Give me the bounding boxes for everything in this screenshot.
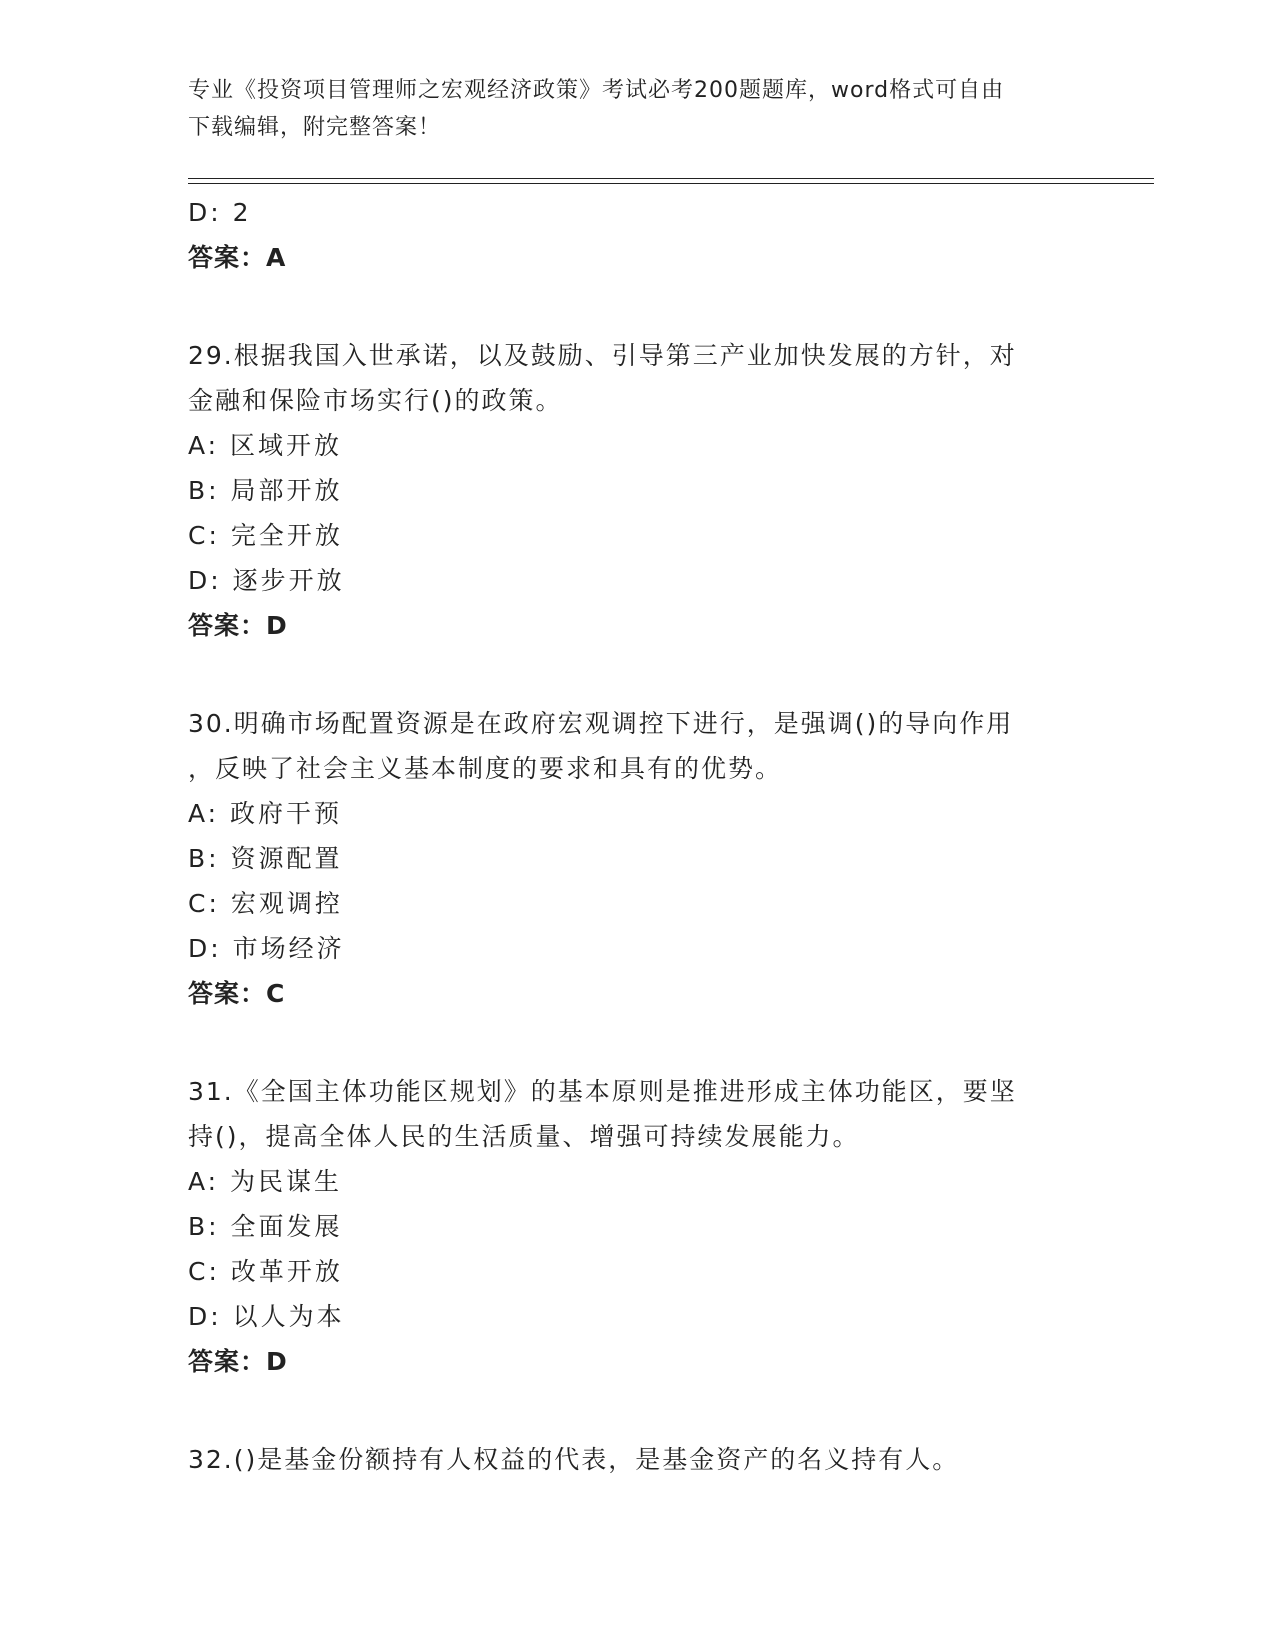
option-a: A: 区域开放 xyxy=(188,431,343,460)
option-c: C: 完全开放 xyxy=(188,521,343,550)
answer: 答案：D xyxy=(188,1347,288,1376)
option-d: D: 2 xyxy=(188,198,252,227)
option-b: B: 局部开放 xyxy=(188,476,343,505)
option-a: A: 政府干预 xyxy=(188,799,343,828)
document-body xyxy=(188,190,1088,1482)
question-text-line: 31.《全国主体功能区规划》的基本原则是推进形成主体功能区，要坚 xyxy=(188,1077,1017,1106)
question-text-line: 32.()是基金份额持有人权益的代表，是基金资产的名义持有人。 xyxy=(188,1445,960,1474)
option-d: D: 以人为本 xyxy=(188,1302,345,1331)
header-divider-top xyxy=(188,178,1154,179)
option-b: B: 全面发展 xyxy=(188,1212,343,1241)
question-text-line: 持()，提高全体人民的生活质量、增强可持续发展能力。 xyxy=(188,1122,860,1151)
option-a: A: 为民谋生 xyxy=(188,1167,343,1196)
option-d: D: 市场经济 xyxy=(188,934,345,963)
question-text-line: 29.根据我国入世承诺，以及鼓励、引导第三产业加快发展的方针，对 xyxy=(188,341,1017,370)
question-32 xyxy=(188,1437,1088,1482)
question-text-line: 30.明确市场配置资源是在政府宏观调控下进行，是强调()的导向作用 xyxy=(188,709,1014,738)
header-line-2: 下载编辑，附完整答案！ xyxy=(188,115,442,140)
question-29 xyxy=(188,333,1088,649)
answer: 答案：D xyxy=(188,611,288,640)
option-c: C: 宏观调控 xyxy=(188,889,343,918)
question-31 xyxy=(188,1069,1088,1385)
question-28-tail xyxy=(188,190,1088,281)
answer: 答案：A xyxy=(188,243,287,272)
question-text-line: 金融和保险市场实行()的政策。 xyxy=(188,386,563,415)
option-d: D: 逐步开放 xyxy=(188,566,345,595)
question-30 xyxy=(188,701,1088,1017)
question-text-line: ，反映了社会主义基本制度的要求和具有的优势。 xyxy=(188,754,783,783)
header-divider-bottom xyxy=(188,183,1154,184)
answer: 答案：C xyxy=(188,979,286,1008)
option-c: C: 改革开放 xyxy=(188,1257,343,1286)
page-header xyxy=(188,72,1088,146)
option-b: B: 资源配置 xyxy=(188,844,343,873)
header-line-1: 专业《投资项目管理师之宏观经济政策》考试必考200题题库，word格式可自由 xyxy=(188,78,1005,103)
